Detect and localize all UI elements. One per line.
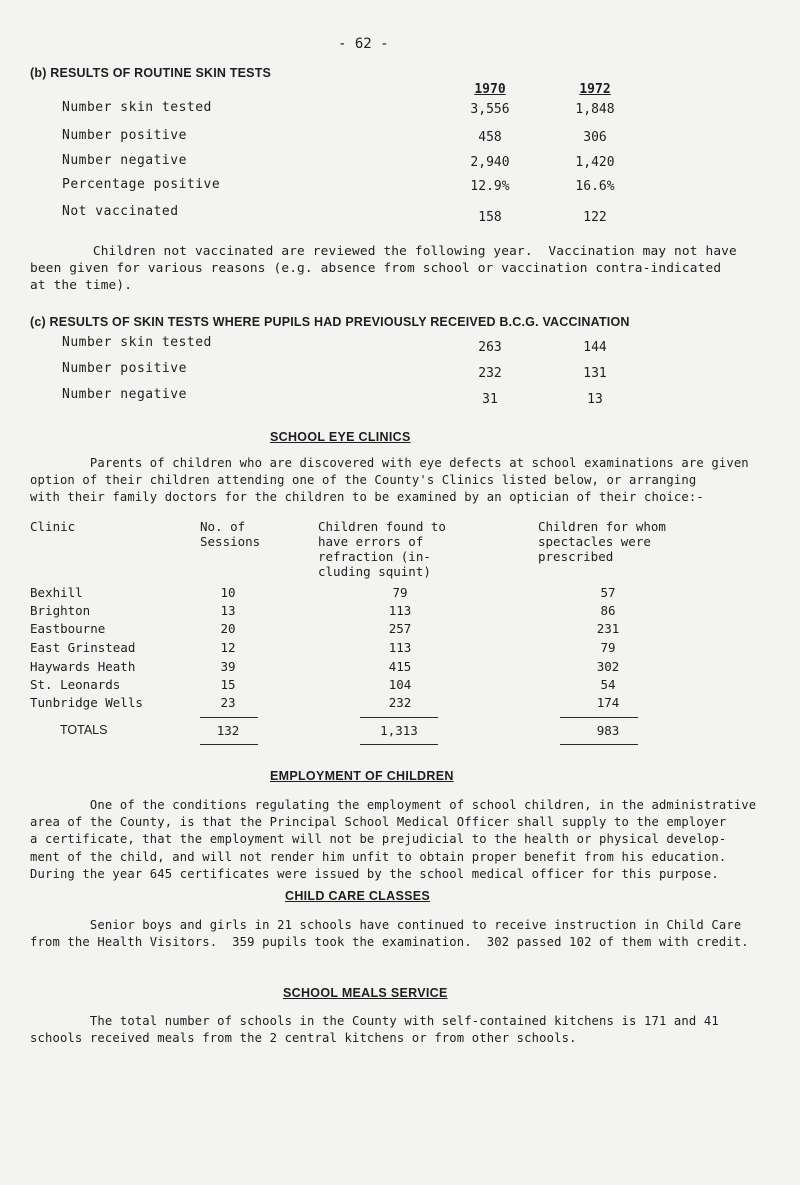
eye-clinics-heading: SCHOOL EYE CLINICS (270, 430, 411, 444)
clinic-found: 257 (388, 621, 412, 636)
totals-found: 1,313 (380, 723, 418, 738)
totals-rule-top (200, 717, 258, 718)
year-1970-heading: 1970 (474, 82, 506, 97)
skin-tested-label: Number skin tested (62, 100, 212, 115)
negative-1972: 1,420 (575, 155, 615, 170)
bcg-positive-v1: 232 (478, 366, 502, 381)
clinic-sessions: 23 (220, 695, 236, 710)
clinic-name: St. Leonards (30, 677, 121, 692)
clinic-name: Bexhill (30, 585, 83, 600)
clinic-name: Eastbourne (30, 621, 106, 636)
bcg-negative-label: Number negative (62, 387, 187, 402)
clinic-found: 113 (388, 640, 412, 655)
totals-sessions: 132 (216, 723, 240, 738)
page-number: - 62 - (338, 36, 389, 52)
section-b-heading: (b) RESULTS OF ROUTINE SKIN TESTS (30, 66, 272, 80)
skin-tested-1970: 3,556 (470, 102, 510, 117)
clinic-sessions: 10 (220, 585, 236, 600)
totals-label: TOTALS (60, 723, 108, 737)
clinic-found: 415 (388, 659, 412, 674)
percentage-1970: 12.9% (470, 179, 510, 194)
not-vaccinated-label: Not vaccinated (62, 204, 179, 219)
section-c-heading: (c) RESULTS OF SKIN TESTS WHERE PUPILS HAD PREVIOUSLY RECEIVED B.C.G. VACCINATION (30, 315, 630, 329)
percentage-label: Percentage positive (62, 177, 221, 192)
clinic-sessions: 39 (220, 659, 236, 674)
employment-text: One of the conditions regulating the employment of school children, in the administrative area of the County, is that the Principal School Medical Officer shall supply to the employer a certificate, that the employment will not be prejudicial to the health or physical develop- ment of the child, and will not render him unfit to obtain proper benefit from his education. During the year 645 certificates were issued by the school medical officer for this purpose. (30, 798, 757, 881)
negative-1970: 2,940 (470, 155, 510, 170)
positive-1970: 458 (478, 130, 502, 145)
meals-text: The total number of schools in the County with self-contained kitchens is 171 and 41 schools received meals from the 2 central kitchens or from other schools. (30, 1014, 719, 1045)
child-care-heading: CHILD CARE CLASSES (285, 889, 430, 903)
clinic-prescribed: 231 (596, 621, 620, 636)
clinic-name: Haywards Heath (30, 659, 136, 674)
clinic-name: Tunbridge Wells (30, 695, 143, 710)
clinic-found: 79 (392, 585, 408, 600)
bcg-negative-v1: 31 (482, 392, 498, 407)
employment-heading: EMPLOYMENT OF CHILDREN (270, 769, 454, 783)
col-header-sessions: No. of Sessions (200, 519, 261, 549)
clinic-prescribed: 54 (600, 677, 616, 692)
negative-label: Number negative (62, 153, 187, 168)
totals-rule-top (360, 717, 438, 718)
bcg-skin-tested-v1: 263 (478, 340, 502, 355)
col-header-found: Children found to have errors of refraction (in- cluding squint) (318, 519, 446, 579)
year-1972-heading: 1972 (579, 82, 611, 97)
bcg-negative-v2: 13 (587, 392, 603, 407)
skin-tested-1972: 1,848 (575, 102, 615, 117)
section-b-note: Children not vaccinated are reviewed the following year. Vaccination may not have been given for various reasons (e.g. absence from school or vaccination contra-indicated at the time). (30, 244, 737, 293)
clinic-prescribed: 174 (596, 695, 620, 710)
clinic-name: Brighton (30, 603, 91, 618)
clinic-prescribed: 79 (600, 640, 616, 655)
clinic-name: East Grinstead (30, 640, 136, 655)
bcg-positive-label: Number positive (62, 361, 187, 376)
bcg-skin-tested-label: Number skin tested (62, 335, 212, 350)
not-vaccinated-1970: 158 (478, 210, 502, 225)
clinic-sessions: 20 (220, 621, 236, 636)
not-vaccinated-1972: 122 (583, 210, 607, 225)
clinic-sessions: 15 (220, 677, 236, 692)
totals-rule-bottom (560, 744, 638, 745)
bcg-positive-v2: 131 (583, 366, 607, 381)
positive-label: Number positive (62, 128, 187, 143)
eye-clinics-intro: Parents of children who are discovered with eye defects at school examinations are given option of their children attending one of the County's Clinics listed below, or arranging with their family doctors for the children to be examined by an optician of their choice:- (30, 456, 749, 504)
meals-heading: SCHOOL MEALS SERVICE (283, 986, 448, 1000)
clinic-found: 232 (388, 695, 412, 710)
clinic-prescribed: 86 (600, 603, 616, 618)
totals-rule-top (560, 717, 638, 718)
totals-prescribed: 983 (596, 723, 620, 738)
clinic-sessions: 12 (220, 640, 236, 655)
col-header-prescribed: Children for whom spectacles were prescribed (538, 519, 666, 564)
clinic-sessions: 13 (220, 603, 236, 618)
percentage-1972: 16.6% (575, 179, 615, 194)
clinic-prescribed: 302 (596, 659, 620, 674)
bcg-skin-tested-v2: 144 (583, 340, 607, 355)
totals-rule-bottom (360, 744, 438, 745)
child-care-text: Senior boys and girls in 21 schools have continued to receive instruction in Child Care from the Health Visitors. 359 pupils took the examination. 302 passed 102 of them with credit. (30, 918, 749, 949)
col-header-clinic: Clinic (30, 519, 76, 534)
clinic-prescribed: 57 (600, 585, 616, 600)
clinic-found: 104 (388, 677, 412, 692)
clinic-found: 113 (388, 603, 412, 618)
positive-1972: 306 (583, 130, 607, 145)
totals-rule-bottom (200, 744, 258, 745)
